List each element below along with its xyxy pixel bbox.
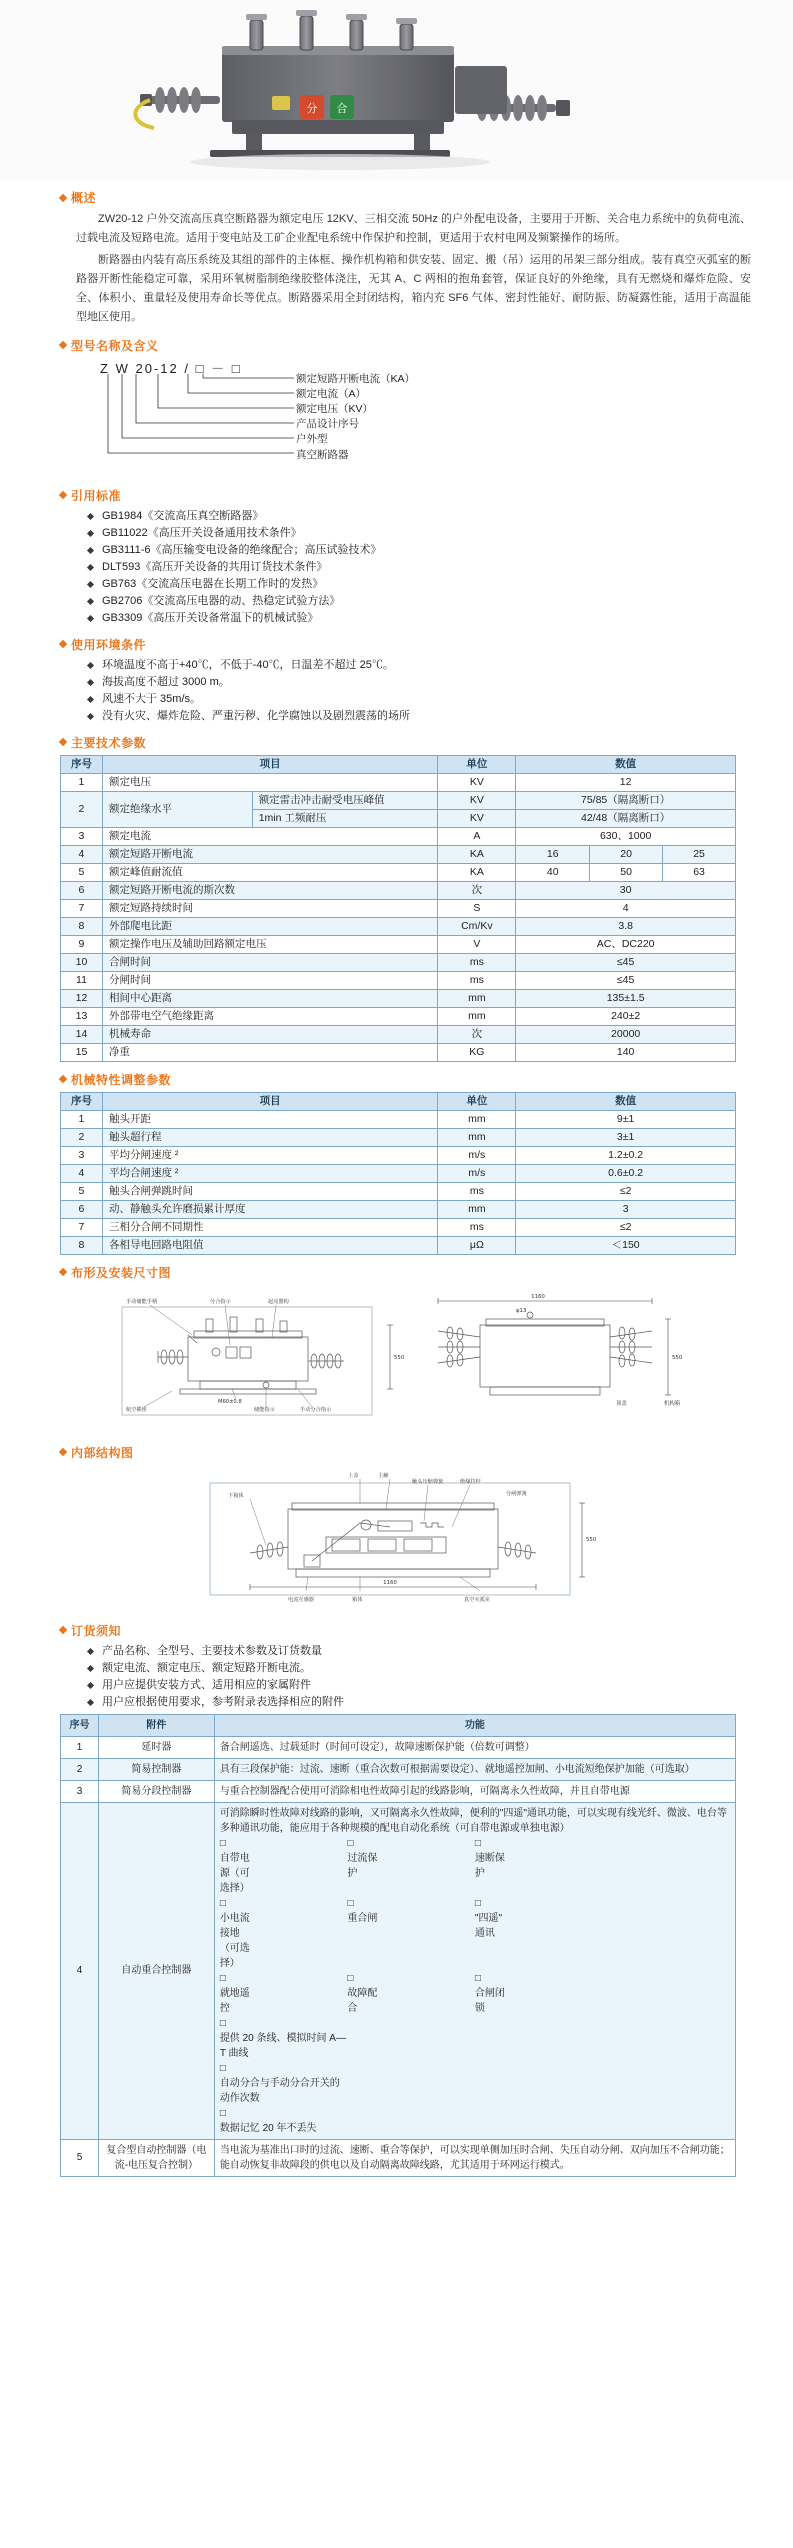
cell-no: 3 [61, 1780, 99, 1802]
model-decomposition-diagram [100, 358, 793, 478]
accessories-table [60, 1714, 736, 2177]
table-row [61, 1007, 736, 1025]
cell-unit: m/s [438, 1164, 516, 1182]
product-photo-illustration [0, 0, 793, 180]
option-item: □ 数据记忆 20 年不丢失 [219, 2107, 317, 2134]
th-unit: 单位 [438, 1092, 516, 1110]
label-lower-box: 下箱体 [228, 1492, 244, 1499]
option-item: □ 提供 20 条线、模拟时间 A—T 曲线 [219, 2017, 346, 2059]
label-open-spring: 分闸弹簧 [506, 1490, 527, 1497]
table-row [61, 953, 736, 971]
svg-text:合: 合 [336, 102, 348, 115]
th-value: 数值 [516, 1092, 736, 1110]
section-title: 使用环境条件 [71, 637, 147, 652]
table-header-row [61, 1092, 736, 1110]
table-row [61, 917, 736, 935]
cell-unit: ms [438, 971, 516, 989]
cell-value: 3.8 [516, 917, 736, 935]
cell-subitem: 1min 工频耐压 [252, 809, 438, 827]
cell-value: 630、1000 [516, 827, 736, 845]
model-char-3: / [184, 360, 190, 376]
table-row [61, 827, 736, 845]
cell-function: 具有三段保护能：过流、速断（重合次数可根据需要设定）、就地遥控加闸、小电流短绝保护加能（可选取） [214, 1758, 735, 1780]
cell-no: 8 [61, 1236, 103, 1254]
cell-no: 6 [61, 881, 103, 899]
table-row [61, 863, 736, 881]
cell-value: 25 [663, 845, 736, 863]
option-item: □ 就地遥控 [219, 1972, 250, 2014]
cell-value: 75/85（隔离断口） [516, 791, 736, 809]
list-item: 风速不大于 35m/s。 [86, 691, 793, 708]
section-title: 布形及安装尺寸图 [71, 1265, 172, 1280]
cell-no: 4 [61, 1802, 99, 2139]
model-char-1: W [115, 360, 130, 376]
diamond-bullet-icon [59, 491, 67, 499]
cell-item: 额定短路开断电流 [102, 845, 437, 863]
option-item: □ 重合闸 [347, 1897, 378, 1924]
th-accessory: 附件 [98, 1714, 214, 1736]
label-open-close-indicator: 分合指示 [210, 1298, 231, 1305]
cell-no: 15 [61, 1043, 103, 1061]
table-row [61, 1146, 736, 1164]
cell-value: 3±1 [516, 1128, 736, 1146]
cell-no: 1 [61, 773, 103, 791]
cell-value: ＜150 [516, 1236, 736, 1254]
cell-value: 9±1 [516, 1110, 736, 1128]
cell-item: 额定峰值耐流值 [102, 863, 437, 881]
list-item: 海拔高度不超过 3000 m。 [86, 674, 793, 691]
cell-unit: Cm/Kv [438, 917, 516, 935]
table-row [61, 1758, 736, 1780]
model-label-list [296, 372, 415, 463]
diamond-bullet-icon [59, 193, 67, 201]
section-title: 概述 [71, 191, 97, 205]
label-manual-charge-handle: 手动储能手柄 [126, 1298, 158, 1305]
cell-unit: mm [438, 989, 516, 1007]
cell-unit: KA [438, 845, 516, 863]
table-row [61, 1236, 736, 1254]
section-header-internal [60, 1444, 793, 1461]
th-function: 功能 [214, 1714, 735, 1736]
label-main-contact: 主触 [378, 1472, 389, 1479]
list-item: 产品名称、全型号、主要技术参数及订货数量 [86, 1643, 793, 1660]
cell-item: 动、静触头允许磨损累计厚度 [102, 1200, 437, 1218]
table-row [61, 1128, 736, 1146]
cell-no: 3 [61, 1146, 103, 1164]
cell-value: 40 [516, 863, 590, 881]
cell-value: 3 [516, 1200, 736, 1218]
table-row [61, 1780, 736, 1802]
model-char-4: □ [195, 360, 206, 376]
dim-height: 550 [672, 1354, 683, 1361]
cell-value: ≤45 [516, 953, 736, 971]
cell-unit: KG [438, 1043, 516, 1061]
cell-no: 10 [61, 953, 103, 971]
table-row [61, 971, 736, 989]
diamond-bullet-icon [59, 640, 67, 648]
option-item: □ "四遥" 通讯 [474, 1897, 503, 1939]
section-header-mech-params [60, 1071, 793, 1088]
cell-value: 140 [516, 1043, 736, 1061]
list-item: GB3111-6《高压输变电设备的绝缘配合；高压试验技术》 [86, 542, 793, 559]
section-title: 机械特性调整参数 [71, 1072, 172, 1087]
cell-function: 当电流为基准出口时的过流、速断、重合等保护，可以实现单侧加压时合闸、失压自动分闸、双向加压不合闸功能；能自动恢复非故障段的供电以及自动隔离故障线路，尤其适用于环网运行模式。 [214, 2139, 735, 2176]
product-photo [0, 0, 793, 180]
cell-function: 备合闸遥选、过载延时（时间可设定），故障速断保护能（倍数可调整） [214, 1736, 735, 1758]
table-row [61, 1110, 736, 1128]
cell-function [214, 1802, 735, 2139]
cell-value: 1.2±0.2 [516, 1146, 736, 1164]
section-header-standards [60, 487, 793, 504]
th-value: 数值 [516, 755, 736, 773]
cell-value: ≤2 [516, 1218, 736, 1236]
label-insulating-rod: 绝缘拉杆 [460, 1478, 481, 1485]
cell-unit: μΩ [438, 1236, 516, 1254]
cell-no: 12 [61, 989, 103, 1007]
th-no: 序号 [61, 1092, 103, 1110]
cell-unit: 次 [438, 1025, 516, 1043]
list-item: 环境温度不高于+40℃，不低于-40℃，日温差不超过 25℃。 [86, 657, 793, 674]
cell-unit: V [438, 935, 516, 953]
option-item: □ 故障配合 [347, 1972, 378, 2014]
model-leader-lines [100, 358, 300, 476]
label-contact-spring: 触头压缩弹簧 [412, 1478, 444, 1485]
list-item: GB3309《高压开关设备常温下的机械试验》 [86, 610, 793, 627]
cell-value: 63 [663, 863, 736, 881]
outline-dimension-drawing [60, 1285, 736, 1435]
cell-unit: mm [438, 1128, 516, 1146]
cell-value: 42/48（隔离断口） [516, 809, 736, 827]
cell-unit: KV [438, 773, 516, 791]
table-header-row [61, 755, 736, 773]
cell-no: 7 [61, 899, 103, 917]
cell-no: 2 [61, 1758, 99, 1780]
cell-value: 20 [590, 845, 663, 863]
diamond-bullet-icon [59, 1448, 67, 1456]
main-parameters-table [60, 755, 736, 1062]
label-aviation-socket: 航空插座 [126, 1406, 147, 1413]
cell-no: 5 [61, 863, 103, 881]
dim-width: 1160 [531, 1293, 545, 1300]
table-row [61, 899, 736, 917]
label-mech-box: 机构箱 [664, 1400, 681, 1407]
cell-no: 1 [61, 1110, 103, 1128]
dim-height-internal: 550 [586, 1536, 597, 1543]
model-label-2: 额定电压（KV） [296, 402, 374, 415]
label-manual-switch-indicator: 手动分合指示 [300, 1406, 332, 1413]
cell-value: 50 [590, 863, 663, 881]
option-item: □ 过流保护 [347, 1837, 378, 1879]
list-item: GB11022《高压开关设备通用技术条件》 [86, 525, 793, 542]
cell-item: 平均分闸速度 ² [102, 1146, 437, 1164]
environment-list [86, 657, 793, 725]
table-row [61, 1218, 736, 1236]
cell-accessory: 简易分段控制器 [98, 1780, 214, 1802]
cell-value: ≤2 [516, 1182, 736, 1200]
th-no: 序号 [61, 1714, 99, 1736]
table-row [61, 1200, 736, 1218]
label-bolt-spec: M60±0.8 [218, 1398, 242, 1405]
cell-unit: S [438, 899, 516, 917]
list-item: GB763《交流高压电器在长期工作时的发热》 [86, 576, 793, 593]
table-row [61, 1802, 736, 2139]
cell-unit: KV [438, 809, 516, 827]
cell-item: 相间中心距离 [102, 989, 437, 1007]
cell-no: 5 [61, 1182, 103, 1200]
cell-no: 14 [61, 1025, 103, 1043]
option-item: □ 合闸闭锁 [474, 1972, 505, 2014]
model-char-6: □ [231, 360, 242, 376]
section-header-main-params [60, 734, 793, 751]
model-char-5: － [211, 360, 227, 376]
overview-paragraph-2: 断路器由内装有高压系统及其组的部件的主体框、操作机构箱和供安装、固定、搬（吊）运用的吊架三部分组成。装有真空灭弧室的断路器开断性能稳定可靠，采用环氧树脂制绝缘胶整体浇注，无其 A、C 两相的抱角套管，保证良好的外绝缘，具有无燃烧和爆炸危险、安全、体积小、重量轻及使用寿命长等优点。断路器采用全封闭结构，箱内充 SF6 气体、密封性能好、耐防振、防凝露性能，适用于高温能型地区使用。 [76, 253, 751, 324]
cell-value: 20000 [516, 1025, 736, 1043]
model-label-5: 真空断路器 [296, 448, 349, 461]
svg-text:分: 分 [306, 102, 318, 115]
diamond-bullet-icon [59, 738, 67, 746]
section-header-env [60, 636, 793, 653]
table-row [61, 935, 736, 953]
table-row [61, 1043, 736, 1061]
cell-value: 12 [516, 773, 736, 791]
cell-unit: ms [438, 953, 516, 971]
cell-value: 0.6±0.2 [516, 1164, 736, 1182]
diamond-bullet-icon [59, 341, 67, 349]
section-title: 型号名称及含义 [71, 338, 159, 353]
list-item: 没有火灾、爆炸危险、严重污秽、化学腐蚀以及剧烈震荡的场所 [86, 708, 793, 725]
table-row [61, 989, 736, 1007]
cell-value: 4 [516, 899, 736, 917]
outline-drawing-panel [60, 1285, 736, 1435]
cell-item: 触头开距 [102, 1110, 437, 1128]
cell-item: 外部爬电比距 [102, 917, 437, 935]
cell-accessory: 简易控制器 [98, 1758, 214, 1780]
table-row [61, 1025, 736, 1043]
standards-list [86, 508, 793, 627]
table-row [61, 773, 736, 791]
cell-no: 8 [61, 917, 103, 935]
cell-unit: 次 [438, 881, 516, 899]
option-item: □ 自带电源（可选择） [219, 1837, 250, 1894]
cell-no: 3 [61, 827, 103, 845]
label-top-cover-internal: 上盖 [348, 1472, 359, 1479]
list-item: DLT593《高压开关设备的共用订货技术条件》 [86, 559, 793, 576]
section-header-order [60, 1622, 793, 1639]
label-phi13: φ13 [516, 1307, 527, 1314]
cell-accessory: 延时器 [98, 1736, 214, 1758]
label-vacuum-interrupter: 真空灭弧室 [464, 1596, 490, 1603]
dim-height-left: 550 [394, 1354, 405, 1361]
cell-item: 机械寿命 [102, 1025, 437, 1043]
cell-unit: m/s [438, 1146, 516, 1164]
section-title: 引用标准 [71, 488, 122, 503]
cell-no: 5 [61, 2139, 99, 2176]
cell-item: 各相导电回路电阻值 [102, 1236, 437, 1254]
internal-structure-panel [60, 1465, 736, 1613]
cell-unit: mm [438, 1200, 516, 1218]
overview-text [76, 210, 751, 328]
internal-structure-drawing [60, 1465, 736, 1613]
cell-unit: A [438, 827, 516, 845]
cell-no: 4 [61, 845, 103, 863]
th-unit: 单位 [438, 755, 516, 773]
table-header-row [61, 1714, 736, 1736]
section-header-outline [60, 1264, 793, 1281]
diamond-bullet-icon [59, 1626, 67, 1634]
table-row [61, 791, 736, 809]
th-item: 项目 [102, 1092, 437, 1110]
cell-item: 额定绝缘水平 [102, 791, 252, 827]
cell-no: 7 [61, 1218, 103, 1236]
cell-item: 额定短路开断电流的斯次数 [102, 881, 437, 899]
cell-no: 4 [61, 1164, 103, 1182]
section-title: 订货须知 [71, 1623, 122, 1638]
cell-value: 30 [516, 881, 736, 899]
section-title: 内部结构图 [71, 1445, 134, 1460]
cell-unit: mm [438, 1110, 516, 1128]
cell-unit: KA [438, 863, 516, 881]
cell-item: 合闸时间 [102, 953, 437, 971]
order-notes-list [86, 1643, 793, 1711]
cell-item: 三相分合闸不同期性 [102, 1218, 437, 1236]
cell-no: 2 [61, 1128, 103, 1146]
cell-no: 11 [61, 971, 103, 989]
list-item: GB2706《交流高压电器的动、热稳定试验方法》 [86, 593, 793, 610]
cell-item: 额定操作电压及辅助回路额定电压 [102, 935, 437, 953]
cell-value: 240±2 [516, 1007, 736, 1025]
cell-item: 额定电压 [102, 773, 437, 791]
option-item [602, 1836, 730, 1896]
table-row [61, 845, 736, 863]
option-item [602, 1971, 730, 2016]
cell-function: 与重合控制器配合使用可消除相电性故障引起的线路影响，可隔离永久性故障，并且自带电源 [214, 1780, 735, 1802]
cell-no: 6 [61, 1200, 103, 1218]
cell-unit: ms [438, 1218, 516, 1236]
cell-item: 分闸时间 [102, 971, 437, 989]
option-item: □ 自动分合与手动分合开关的动作次数 [219, 2062, 340, 2104]
cell-unit: mm [438, 1007, 516, 1025]
function-text: 可消除瞬时性故障对线路的影响，又可隔离永久性故障，便利的"四遥"通讯功能，可以实现有线光纤、微波、电台等多种通讯功能，能应用于各种规模的配电自动化系统（可自带电源或单独电源） [219, 1807, 727, 1834]
cell-item: 净重 [102, 1043, 437, 1061]
list-item: 额定电流、额定电压、额定短路开断电流。 [86, 1660, 793, 1677]
cell-item: 外部带电空气绝缘距离 [102, 1007, 437, 1025]
cell-no: 2 [61, 791, 103, 827]
option-item [602, 1896, 730, 1971]
cell-item: 触头合闸弹跳时间 [102, 1182, 437, 1200]
cell-unit: KV [438, 791, 516, 809]
cell-value: 135±1.5 [516, 989, 736, 1007]
cell-accessory: 复合型自动控制器（电流-电压复合控制） [98, 2139, 214, 2176]
diamond-bullet-icon [59, 1268, 67, 1276]
overview-paragraph-1: ZW20-12 户外交流高压真空断路器为额定电压 12KV、三相交流 50Hz 的户外配电设备，主要用于开断、关合电力系统中的负荷电流、过载电流及短路电流。适用于变电站及工矿企业配电系统中作保护和控制，更适用于农村电网及频繁操作的场所。 [76, 213, 751, 245]
table-row [61, 1182, 736, 1200]
label-body: 箱体 [352, 1596, 363, 1603]
model-label-1: 额定电流（A） [296, 387, 367, 400]
label-top-cover: 顶盖 [616, 1400, 627, 1407]
cell-subitem: 额定雷击冲击耐受电压峰值 [252, 791, 438, 809]
model-label-3: 产品设计序号 [296, 418, 359, 431]
th-no: 序号 [61, 755, 103, 773]
cell-no: 9 [61, 935, 103, 953]
label-charge-indicator: 储能指示 [254, 1406, 275, 1413]
cell-no: 1 [61, 1736, 99, 1758]
section-header-overview [60, 189, 793, 206]
cell-accessory: 自动重合控制器 [98, 1802, 214, 2139]
table-row [61, 881, 736, 899]
table-row [61, 1736, 736, 1758]
cell-item: 额定短路持续时间 [102, 899, 437, 917]
cell-item: 平均合闸速度 ² [102, 1164, 437, 1182]
th-item: 项目 [102, 755, 437, 773]
section-header-model [60, 337, 793, 354]
mechanical-parameters-table [60, 1092, 736, 1255]
option-item: □ 小电流接地（可选择） [219, 1897, 250, 1969]
cell-value: ≤45 [516, 971, 736, 989]
model-label-4: 户外型 [296, 433, 328, 446]
label-actuator: 起亮器构 [268, 1298, 289, 1305]
cell-value: 16 [516, 845, 590, 863]
function-option-grid [220, 1836, 730, 2136]
section-title: 主要技术参数 [71, 735, 147, 750]
cell-value: AC、DC220 [516, 935, 736, 953]
table-row [61, 1164, 736, 1182]
model-char-2: 20-12 [135, 360, 179, 376]
cell-item: 触头超行程 [102, 1128, 437, 1146]
list-item: 用户应提供安装方式、适用相应的家属附件 [86, 1677, 793, 1694]
list-item: 用户应根据使用要求，参考附录表选择相应的附件 [86, 1694, 793, 1711]
option-item: □ 速断保护 [474, 1837, 505, 1879]
model-char-0: Z [100, 360, 110, 376]
cell-unit: ms [438, 1182, 516, 1200]
cell-no: 13 [61, 1007, 103, 1025]
dim-width-internal: 1160 [383, 1579, 397, 1586]
cell-item: 额定电流 [102, 827, 437, 845]
table-row [61, 2139, 736, 2176]
list-item: GB1984《交流高压真空断路器》 [86, 508, 793, 525]
label-current-transformer: 电流互感器 [288, 1596, 314, 1603]
model-label-0: 额定短路开断电流（KA） [296, 372, 416, 385]
diamond-bullet-icon [59, 1075, 67, 1083]
